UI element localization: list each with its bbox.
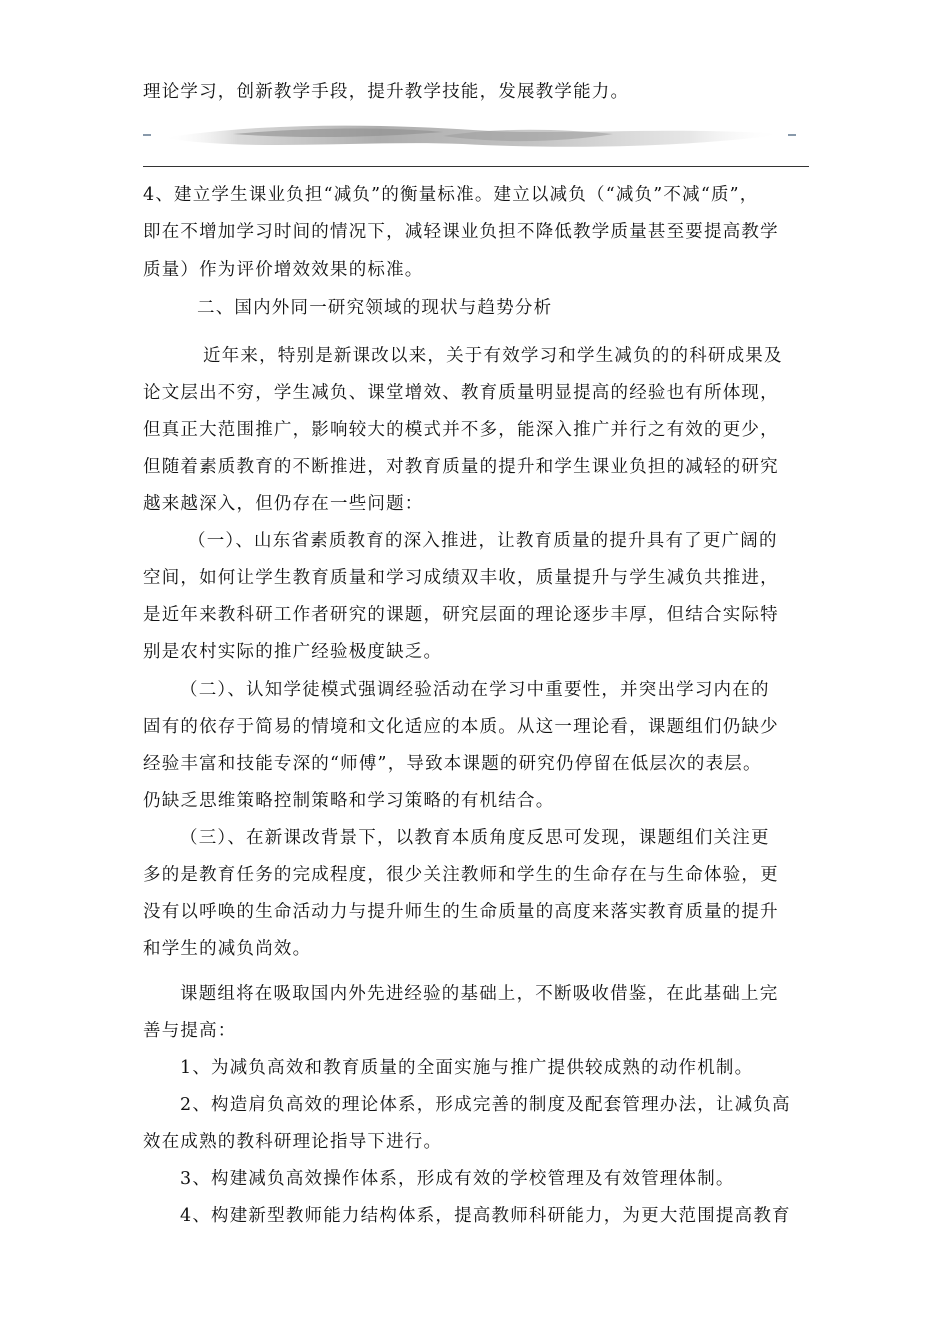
text-line: 4、建立学生课业负担“减负”的衡量标准。建立以减负（“减负”不减“质”， (143, 185, 759, 205)
text-line: 质量）作为评价增效效果的标准。 (143, 260, 424, 280)
text-line: 课题组将在吸取国内外先进经验的基础上，不断吸收借鉴，在此基础上完 (180, 984, 779, 1004)
list-item: 4、构建新型教师能力结构体系，提高教师科研能力，为更大范围提高教育 (180, 1206, 791, 1226)
text-line: 固有的依存于简易的情境和文化适应的本质。从这一理论看，课题组们仍缺少 (143, 717, 779, 737)
text-line: （二）、认知学徒模式强调经验活动在学习中重要性，并突出学习内在的 (180, 680, 770, 700)
text-line: 即在不增加学习时间的情况下，减轻课业负担不降低教学质量甚至要提高教学 (143, 222, 779, 242)
text-line: 是近年来教科研工作者研究的课题，研究层面的理论逐步丰厚，但结合实际特 (143, 605, 779, 625)
text-line: 但真正大范围推广，影响较大的模式并不多，能深入推广并行之有效的更少， (143, 420, 779, 440)
text-line: 仍缺乏思维策略控制策略和学习策略的有机结合。 (143, 791, 555, 811)
text-line: （三）、在新课改背景下，以教育本质角度反思可发现，课题组们关注更 (180, 828, 770, 848)
section-heading: 二、国内外同一研究领域的现状与趋势分析 (197, 298, 553, 318)
decorative-brush-header (143, 116, 809, 158)
list-item: 1、为减负高效和教育质量的全面实施与推广提供较成熟的动作机制。 (180, 1058, 754, 1078)
text-line: 经验丰富和技能专深的“师傅”，导致本课题的研究仍停留在低层次的表层。 (143, 754, 762, 774)
text-line: 理论学习，创新教学手段，提升教学技能，发展教学能力。 (143, 82, 630, 102)
text-line: 论文层出不穷，学生减负、课堂增效、教育质量明显提高的经验也有所体现， (143, 383, 779, 403)
text-line: 善与提高： (143, 1021, 237, 1041)
text-line: 空间，如何让学生教育质量和学习成绩双丰收，质量提升与学生减负共推进， (143, 568, 779, 588)
text-line: 效在成熟的教科研理论指导下进行。 (143, 1132, 443, 1152)
list-item: 3、构建减负高效操作体系，形成有效的学校管理及有效管理体制。 (180, 1169, 735, 1189)
text-line: 没有以呼唤的生命活动力与提升师生的生命质量的高度来落实教育质量的提升 (143, 902, 779, 922)
text-line: 近年来，特别是新课改以来，关于有效学习和学生减负的的科研成果及 (203, 346, 783, 366)
header-rule (143, 166, 809, 167)
text-line: 越来越深入，但仍存在一些问题： (143, 494, 424, 514)
text-line: 和学生的减负尚效。 (143, 939, 312, 959)
text-line: 别是农村实际的推广经验极度缺乏。 (143, 642, 443, 662)
text-line: 多的是教育任务的完成程度，很少关注教师和学生的生命存在与生命体验，更 (143, 865, 779, 885)
text-line: 但随着素质教育的不断推进，对教育质量的提升和学生课业负担的减轻的研究 (143, 457, 779, 477)
text-line: （一）、山东省素质教育的深入推进，让教育质量的提升具有了更广阔的 (188, 531, 778, 551)
list-item: 2、构造肩负高效的理论体系，形成完善的制度及配套管理办法，让减负高 (180, 1095, 791, 1115)
